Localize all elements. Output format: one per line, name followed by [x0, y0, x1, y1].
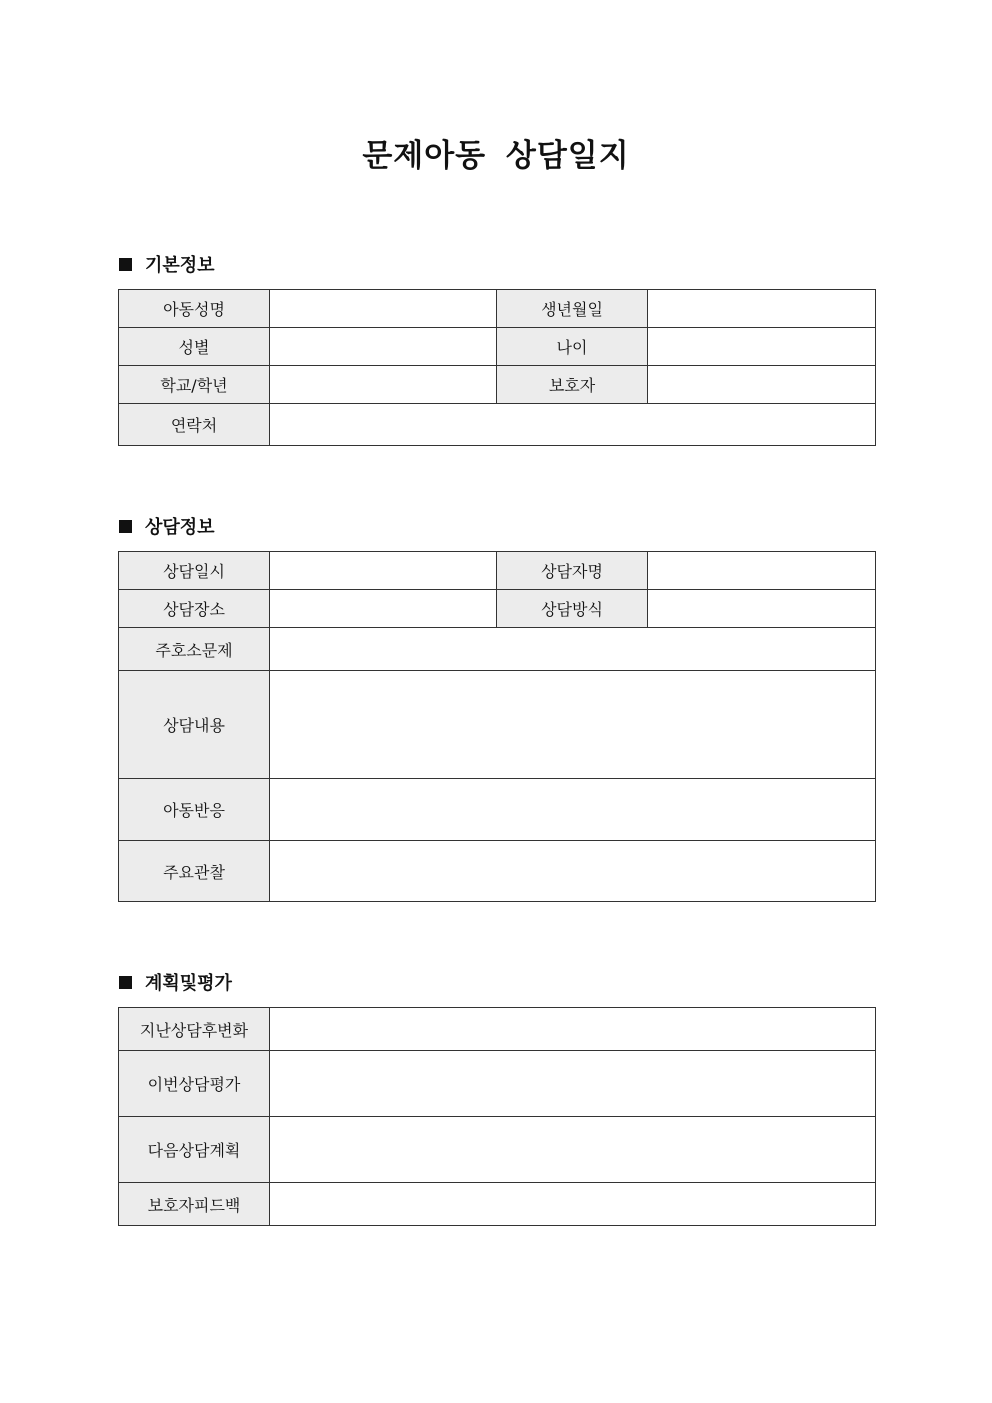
session-evaluation-field[interactable] [270, 1051, 876, 1117]
table-row [119, 328, 876, 366]
guardian-feedback-label: 보호자피드백 [119, 1183, 270, 1226]
counseling-info-heading-text: 상담정보 [145, 517, 215, 538]
counselor-name-label: 상담자명 [497, 552, 648, 590]
table-row [119, 1183, 876, 1226]
main-complaint-label: 주호소문제 [119, 628, 270, 671]
contact-field[interactable] [270, 404, 876, 446]
counseling-method-field[interactable] [648, 590, 876, 628]
child-reaction-field[interactable] [270, 779, 876, 841]
birthdate-label: 생년월일 [497, 290, 648, 328]
table-row [119, 628, 876, 671]
basic-info-table [118, 289, 876, 446]
counseling-method-label: 상담방식 [497, 590, 648, 628]
age-field[interactable] [648, 328, 876, 366]
table-row [119, 671, 876, 779]
gender-label: 성별 [119, 328, 270, 366]
table-row [119, 552, 876, 590]
counseling-info-table [118, 551, 876, 902]
counseling-info-heading [119, 513, 215, 539]
square-bullet-icon [119, 520, 132, 533]
main-complaint-field[interactable] [270, 628, 876, 671]
page-title: 문제아동 상담일지 [362, 138, 630, 174]
table-row [119, 1117, 876, 1183]
table-row [119, 1008, 876, 1051]
table-row [119, 841, 876, 902]
child-reaction-label: 아동반응 [119, 779, 270, 841]
age-label: 나이 [497, 328, 648, 366]
next-plan-label: 다음상담계획 [119, 1117, 270, 1183]
change-since-last-field[interactable] [270, 1008, 876, 1051]
next-plan-field[interactable] [270, 1117, 876, 1183]
counseling-content-field[interactable] [270, 671, 876, 779]
session-evaluation-label: 이번상담평가 [119, 1051, 270, 1117]
plan-evaluation-table [118, 1007, 876, 1226]
basic-info-heading-text: 기본정보 [145, 255, 215, 276]
contact-label: 연락처 [119, 404, 270, 446]
counseling-datetime-field[interactable] [270, 552, 497, 590]
table-row [119, 779, 876, 841]
key-observation-field[interactable] [270, 841, 876, 902]
square-bullet-icon [119, 976, 132, 989]
counseling-place-field[interactable] [270, 590, 497, 628]
birthdate-field[interactable] [648, 290, 876, 328]
square-bullet-icon [119, 258, 132, 271]
change-since-last-label: 지난상담후변화 [119, 1008, 270, 1051]
table-row [119, 366, 876, 404]
gender-field[interactable] [270, 328, 497, 366]
school-grade-label: 학교/학년 [119, 366, 270, 404]
table-row [119, 590, 876, 628]
guardian-feedback-field[interactable] [270, 1183, 876, 1226]
plan-evaluation-heading-text: 계획및평가 [145, 973, 232, 994]
key-observation-label: 주요관찰 [119, 841, 270, 902]
plan-evaluation-heading [119, 969, 232, 995]
counseling-content-label: 상담내용 [119, 671, 270, 779]
school-grade-field[interactable] [270, 366, 497, 404]
guardian-field[interactable] [648, 366, 876, 404]
table-row [119, 1051, 876, 1117]
guardian-label: 보호자 [497, 366, 648, 404]
child-name-label: 아동성명 [119, 290, 270, 328]
table-row [119, 404, 876, 446]
child-name-field[interactable] [270, 290, 497, 328]
basic-info-heading [119, 251, 215, 277]
counseling-datetime-label: 상담일시 [119, 552, 270, 590]
counselor-name-field[interactable] [648, 552, 876, 590]
table-row [119, 290, 876, 328]
counseling-place-label: 상담장소 [119, 590, 270, 628]
